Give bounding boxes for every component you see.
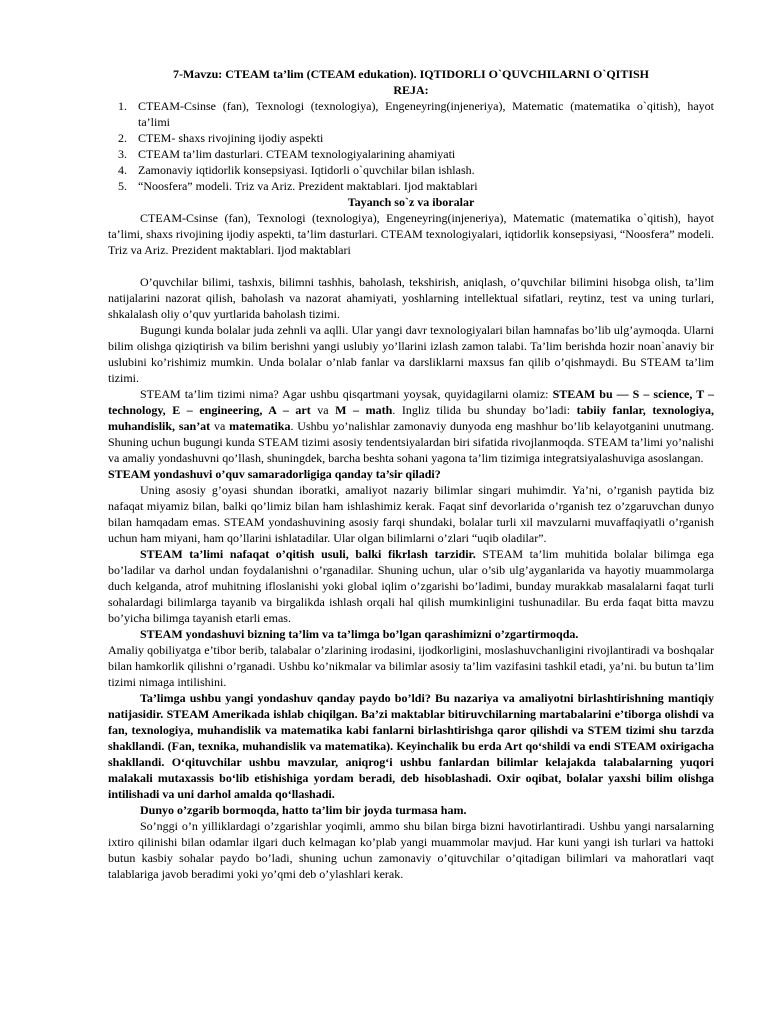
plan-item <box>108 146 714 162</box>
bold-run: STEAM bu — S – science, T – technology, E – engineering, A – art <box>108 387 715 417</box>
text-run: STEAM ta’lim muhitida bolalar bilimga ega bo’ladilar va darhol undan foydalanishni o’rganadilar. Shuning uchun, ular o’sib ulg’ayganlarida va hayotiy muammolarga duch kelganda, atrof muhitning ifloslanishi yoki global iqlim o’zgarishi bo’ladimi, bunday murakkab masalalarni faqat turli sohalardagi bilimlarga tayanib va birgalikda ishlash orqali hal qilish mumkinligini tushunadilar. Bu erda faqat bitta mavzu bo’yicha bilimga tayanish etarli emas. <box>108 547 715 625</box>
bold-run: tabiiy fanlar, texnologiya, muhandislik, san’at <box>108 403 714 433</box>
text-run: STEAM ta’lim tizimi nima? Agar ushbu qisqartmani yoysak, quyidagilarni olamiz: <box>140 387 553 401</box>
section-heading: STEAM yondashuvi o’quv samaradorligiga qanday ta’sir qiladi? <box>108 467 441 481</box>
plan-list <box>108 98 714 194</box>
plan-item-number: 2. <box>118 131 127 145</box>
paragraph-steam-definition <box>108 386 714 466</box>
plan-item-text: “Noosfera” modeli. Triz va Ariz. Prezident maktablari. Ijod maktablari <box>138 179 478 193</box>
bold-run: Bu nazariya va amaliyotni birlashtirishning mantiqiy natijasidir. STEAM Amerikada ishlab chiqilgan. Ba’zi maktablar bitiruvchilarning martabalarini e’tiborga olishdi va fan, texnologiya, muhandislik va matematika kabi fanlarni birlashtirishga qaror qilishdi va STEM tizimi shu tarzda shakllandi. (Fan, texnika, muhandislik va matematika). Keyinchalik bu erda Art qo‘shildi va endi STEAM oxirigacha shakllandi. O‘qituvchilar ushbu mavzular, aniqrog‘i ushbu fanlardan bilimlar kelajakda talabalarning yuqori malakali mutaxassis bo‘lib etishishiga yordam beradi, deb hisoblashadi. Oxir oqibat, bolalar yaxshi bilim olishga intilishadi va uni darhol amalda qo‘llashadi. <box>108 691 715 801</box>
plan-item-text: CTEAM-Csinse (fan), Texnologi (texnologiya), Engeneyring(injeneriya), Matematic (matematika o`qitish), hayot ta’limi <box>138 99 714 129</box>
paragraph-thinking <box>108 546 714 626</box>
section-heading: STEAM yondashuvi bizning ta’lim va ta’limga bo’lgan qarashimizni o’zgartirmoqda. <box>140 627 579 641</box>
text-run: va <box>310 403 336 417</box>
plan-item-number: 4. <box>118 163 127 177</box>
plan-item-number: 1. <box>118 99 127 113</box>
keywords-heading: Tayanch so`z va iboralar <box>347 195 475 209</box>
plan-item <box>108 130 714 146</box>
text-run: . Ushbu yo’nalishlar zamonaviy dunyoda eng mashhur bo’lib kelayotganini unutmang. Shuning uchun bugungi kunda STEAM tizimi asosiy tendentsiyalardan biri sifatida rivojlanmoqda. STEAM ta’limi yo’nalishi va amaliy yondashuvni qo’llash, shuningdek, barcha beshta sohani yagona ta’lim tizimiga integratsiyalashuviga asoslangan. <box>108 419 715 465</box>
text-run: . Ingliz tilida bu shunday bo’ladi: <box>392 403 577 417</box>
bold-run: STEAM ta’limi nafaqat o’qitish usuli, balki fikrlash tarzidir. <box>140 547 476 561</box>
bold-run: Ta’limga ushbu yangi yondashuv qanday paydo bo’ldi? <box>140 691 431 705</box>
document-title: 7-Mavzu: CTEAM ta’lim (CTEAM edukation). IQTIDORLI O`QUVCHILARNI O`QITISH <box>172 67 650 81</box>
paragraph-assessment: O’quvchilar bilimi, tashxis, bilimni tashhis, baholash, tekshirish, aniqlash, o’quvchilar bilimini hisobga olish, ta’lim natijalarini nazorat qilish, baholash va nazorat ahamiyati, yoshlarning intellektual sifatlari, reytinz, test va uning turlari, shkalalash oliy o’quv yurtlarida baholash tizimi. <box>108 275 714 321</box>
paragraph-intro: Bugungi kunda bolalar juda zehnli va aqlli. Ular yangi davr texnologiyalari bilan hamnafas bo’lib ulg’aymoqda. Ularni bilim olishga qiziqtirish va bilim berishni yangi uslubiy yo’llarini izlash zamon talabi. Ta’lim berishda hozir noan`anaviy bir uslubini ko’rishimiz mumkin. Unda bolalar o’nlab fanlar va darsliklarni maxsus fan qilib o’qishmaydi. Bu STEAM ta’lim tizimi. <box>108 323 714 385</box>
text-run: va <box>210 419 230 433</box>
paragraph-changes: So’nggi o’n yilliklardagi o’zgarishlar yoqimli, ammo shu bilan birga bizni havotirlantiradi. Ushbu yangi narsalarning ixtiro qilinishi bilan odamlar ilgari duch kelmagan ko’plab yangi muammolar mavjud. Har kuni yangi ish turlari va hattoki butun kasbiy sohalar paydo bo’ladi, shuning uchun zamonaviy o’qituvchilar o’qitadigan bilimlari va mahoratlari vaqt talablariga javob beradimi yoki yo’qmi deb o’ylashlari kerak. <box>108 819 714 881</box>
plan-item-text: CTEM- shaxs rivojining ijodiy aspekti <box>138 131 324 145</box>
section-heading: Dunyo o’zgarib bormoqda, hatto ta’lim bir joyda turmasa ham. <box>140 803 467 817</box>
plan-item <box>108 162 714 178</box>
paragraph-origin <box>108 690 714 802</box>
plan-item-number: 5. <box>118 179 127 193</box>
paragraph-practice: Uning asosiy g’oyasi shundan iboratki, amaliyot nazariy bilimlar singari muhimdir. Ya’ni, o’rganish paytida biz nafaqat miyamiz bilan, balki qo’limiz bilan ham ishlashimiz kerak. Faqat sinf devorlarida o’rganish tez o’zgaruvchan dunyo bilan hamqadam emas. STEAM yondashuvining asosiy farqi shundaki, bolalar turli xil mavzularni muvaffaqiyatli o’rganish uchun ham miyani, ham qo’llarini ishlatadilar. Ular olgan bilimlarni o’zlari “uqib oladilar”. <box>108 483 714 545</box>
bold-run: matematika <box>229 419 291 433</box>
plan-item-text: CTEAM ta’lim dasturlari. CTEAM texnologiyalarining ahamiyati <box>138 147 456 161</box>
spacer <box>108 258 714 274</box>
bold-run: M – math <box>335 403 393 417</box>
plan-item-text: Zamonaviy iqtidorlik konsepsiyasi. Iqtidorli o`quvchilar bilan ishlash. <box>138 163 475 177</box>
document-page <box>108 64 714 882</box>
keywords-paragraph: CTEAM-Csinse (fan), Texnologi (texnologiya), Engeneyring(injeneriya), Matematic (matematika o`qitish), hayot ta’limi, shaxs rivojining ijodiy aspekti, ta’lim dasturlari. CTEAM texnologiyalari, iqtidorlik konsepsiyasi, “Noosfera” modeli. Triz va Ariz. Prezident maktablari. Ijod maktablari <box>108 211 714 257</box>
plan-item-number: 3. <box>118 147 127 161</box>
plan-heading: REJA: <box>393 83 429 97</box>
paragraph-skills: Amaliy qobiliyatga e’tibor berib, talabalar o’zlarining irodasini, ijodkorligini, moslashuvchanligini rivojlantiradi va boshqalar bilan hamkorlik qilishni o’rganadi. Ushbu ko’nikmalar va bilimlar asosiy ta’lim vazifasini tashkil etadi, ya’ni. bu butun ta’lim tizimi nimaga intilishini. <box>108 643 714 689</box>
plan-item <box>108 98 714 130</box>
plan-item <box>108 178 714 194</box>
